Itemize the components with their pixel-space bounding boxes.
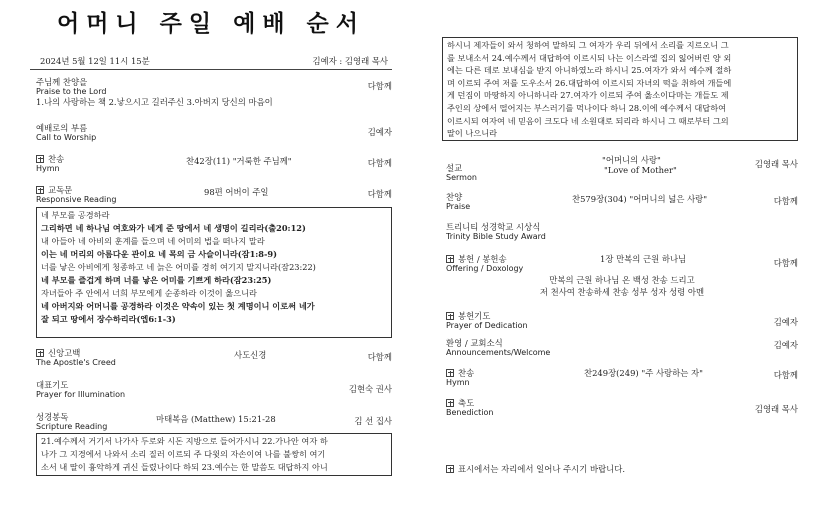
item-title-wrap [36,348,80,359]
item-title: 찬송 [48,154,65,164]
stand-cross-icon [36,349,44,357]
item-title-en: Offering / Doxology [446,264,524,273]
item-title: 트리니티 성경학교 시상식 [446,222,541,232]
item-title: 찬양 [446,192,463,202]
item-title-en: Announcements/Welcome [446,348,551,357]
item-leader: 다함께 [367,158,392,168]
scripture-line: 이르시되 여자여 네 믿음이 크도다 네 소원대로 되리라 하시니 그 때로부터 그의 [447,115,729,126]
standing-note [446,464,625,475]
scripture-line: 딸이 나으니라 [447,128,498,139]
responsive-reading-box [36,207,392,338]
item-title-wrap [446,311,490,322]
item-leader: 김영래 목사 [754,159,798,169]
note-text: 표시에서는 자리에서 일어나 주시기 바랍니다. [458,464,626,474]
item-leader: 다함께 [367,81,392,91]
order-item-sermon [446,155,798,183]
responsive-line: 그리하면 네 하나님 여호와가 네게 준 땅에서 네 생명이 길리라(출20:12) [41,223,306,233]
item-detail: 98편 어버이 주일 [204,187,269,197]
item-detail: 사도신경 [234,350,267,360]
scripture-line: 나가 그 지경에서 나와서 소리 질러 이르되 주 다윗의 자손이여 나를 불쌍히 여기 [41,449,326,459]
item-title: 환영 / 교회소식 [446,338,503,348]
item-title-en: Praise to the Lord [36,87,107,96]
order-item-creed [36,348,392,376]
responsive-line: 내 아들아 네 아비의 훈계를 들으며 네 어미의 법을 떠나지 말라 [41,236,265,246]
order-item-praise [446,192,798,220]
doxology-lyrics [446,275,798,299]
stand-cross-icon [446,312,454,320]
doxology-line: 저 천사여 찬송하세 찬송 성부 성자 성령 아멘 [539,287,705,297]
item-songs: 1.나의 사랑하는 책 2.낳으시고 길러주신 3.아버지 당신의 마음이 [36,97,273,107]
item-title: 성경봉독 [36,412,69,422]
order-item-benediction [446,398,798,426]
item-detail: 1장 만복의 근원 하나님 [600,254,687,264]
responsive-line: 잘 되고 땅에서 장수하리라(엡6:1-3) [41,314,176,324]
sermon-title: "어머니의 사랑" [602,155,661,165]
scripture-line: 를 보내소서 24.예수께서 대답하여 이르시되 나는 이스라엘 집의 잃어버린 양 외 [447,52,732,63]
item-leader: 다함께 [773,258,798,268]
scripture-text-box [36,433,392,476]
order-item-hymn [36,154,392,182]
scripture-line: 게 던짐이 마땅하지 아니하니라 27.여자가 이르되 주여 옳소이다마는 개들도 제 [447,90,729,101]
scripture-continued-box [442,37,798,141]
item-title-wrap [36,154,64,165]
item-leader: 다함께 [367,189,392,199]
item-detail: 찬579장(304) "어머니의 넓은 사랑" [572,194,708,204]
order-item-announcements [446,338,798,366]
item-title-wrap [446,398,474,409]
scripture-line: 주인의 상에서 떨어지는 부스러기를 먹나이다 하니 28.이에 예수께서 대답하여 [447,102,727,113]
stand-cross-icon [446,465,454,473]
item-title: 주님께 찬양을 [36,77,88,87]
responsive-line: 너를 낳은 아비에게 청종하고 네 늙은 어미를 경히 여기지 말지니라(잠23:22) [41,262,316,272]
item-title-en: Hymn [446,378,470,387]
stand-cross-icon [36,186,44,194]
stand-cross-icon [446,399,454,407]
order-item-dedication [446,311,798,339]
item-leader: 김영래 목사 [754,404,798,414]
order-item-prelude [36,77,392,113]
stand-cross-icon [446,255,454,263]
item-leader: 김예자 [773,317,798,327]
responsive-line: 네 부모를 즐겁게 하며 너를 낳은 어미를 기쁘게 하라(잠23:25) [41,275,272,285]
doxology-line: 만복의 근원 하나님 온 백성 찬송 드리고 [549,275,695,285]
item-title-en: Hymn [36,164,60,173]
scripture-line: 하시니 제자들이 와서 청하여 말하되 그 여자가 우리 뒤에서 소리를 지르오니 그 [447,40,729,50]
item-title-en: Prayer for Illumination [36,390,126,399]
item-title-en: Call to Worship [36,133,97,142]
item-title: 봉헌기도 [458,311,491,321]
scripture-line: 21.예수께서 거기서 나가사 두로와 시돈 지방으로 들어가시니 22.가나안 여자 하 [41,436,328,446]
item-leader: 김 선 집사 [354,416,392,426]
scripture-line: 며 이르되 주여 저를 도우소서 26.대답하여 이르시되 자녀의 떡을 취하여 개들에 [447,77,732,88]
order-item-award [446,222,798,250]
responsive-line: 네 부모를 공경하라 [41,210,110,220]
item-title: 교독문 [48,185,73,195]
item-detail: 마태복음 (Matthew) 15:21-28 [156,414,276,424]
item-title-en: Scripture Reading [36,422,108,431]
stand-cross-icon [446,369,454,377]
service-leader: 김예자 : 김영래 목사 [312,56,388,66]
item-leader: 다함께 [773,196,798,206]
service-date: 2024년 5월 12일 11시 15분 [40,56,150,66]
scripture-line: 에는 다른 데로 보내심을 받지 아니하였노라 하시니 25.여자가 와서 예수께 절하 [447,65,732,76]
item-title-en: Benediction [446,408,494,417]
date-line [30,54,392,70]
item-title: 봉헌 / 봉헌송 [458,254,507,264]
order-item-prayer [36,380,392,408]
item-title-wrap [446,254,507,265]
item-title: 신앙고백 [48,348,81,358]
item-title-en: Praise [446,202,471,211]
item-leader: 다함께 [367,352,392,362]
item-leader: 김현숙 권사 [348,384,392,394]
scripture-line: 소서 내 딸이 흉악하게 귀신 들렸나이다 하되 23.예수는 한 말씀도 대답하지 아니 [41,462,328,472]
item-title: 축도 [458,398,475,408]
responsive-line: 이는 네 머리의 아름다운 관이요 네 목의 금 사슬이니라(잠1:8-9) [41,249,277,259]
order-item-hymn2 [446,368,798,396]
item-title: 찬송 [458,368,475,378]
item-title-en: Prayer of Dedication [446,321,528,330]
item-detail: 찬249장(249) "주 사랑하는 자" [584,368,703,378]
item-title-en: Responsive Reading [36,195,117,204]
item-title-en: The Apostle's Creed [36,358,116,367]
stand-cross-icon [36,155,44,163]
responsive-line: 네 아버지와 어머니를 공경하라 이것은 약속이 있는 첫 계명이니 이로써 네가 [41,301,315,311]
item-title-en: Sermon [446,173,477,182]
item-leader: 김예자 [773,340,798,350]
item-detail: 찬42장(11) "거룩한 주님께" [186,156,292,166]
order-item-call [36,123,392,151]
item-title-wrap [446,368,474,379]
item-title: 설교 [446,163,463,173]
item-title: 예배로의 부름 [36,123,88,133]
item-leader: 김예자 [367,127,392,137]
page-title: 어머니 주일 예배 순서 [57,10,365,37]
sermon-title-en: "Love of Mother" [604,165,677,175]
item-leader: 다함께 [773,370,798,380]
item-title-en: Trinity Bible Study Award [446,232,546,241]
item-title: 대표기도 [36,380,69,390]
item-title-wrap [36,185,72,196]
responsive-line: 자녀들아 주 안에서 너희 부모에게 순종하라 이것이 옳으니라 [41,288,257,298]
